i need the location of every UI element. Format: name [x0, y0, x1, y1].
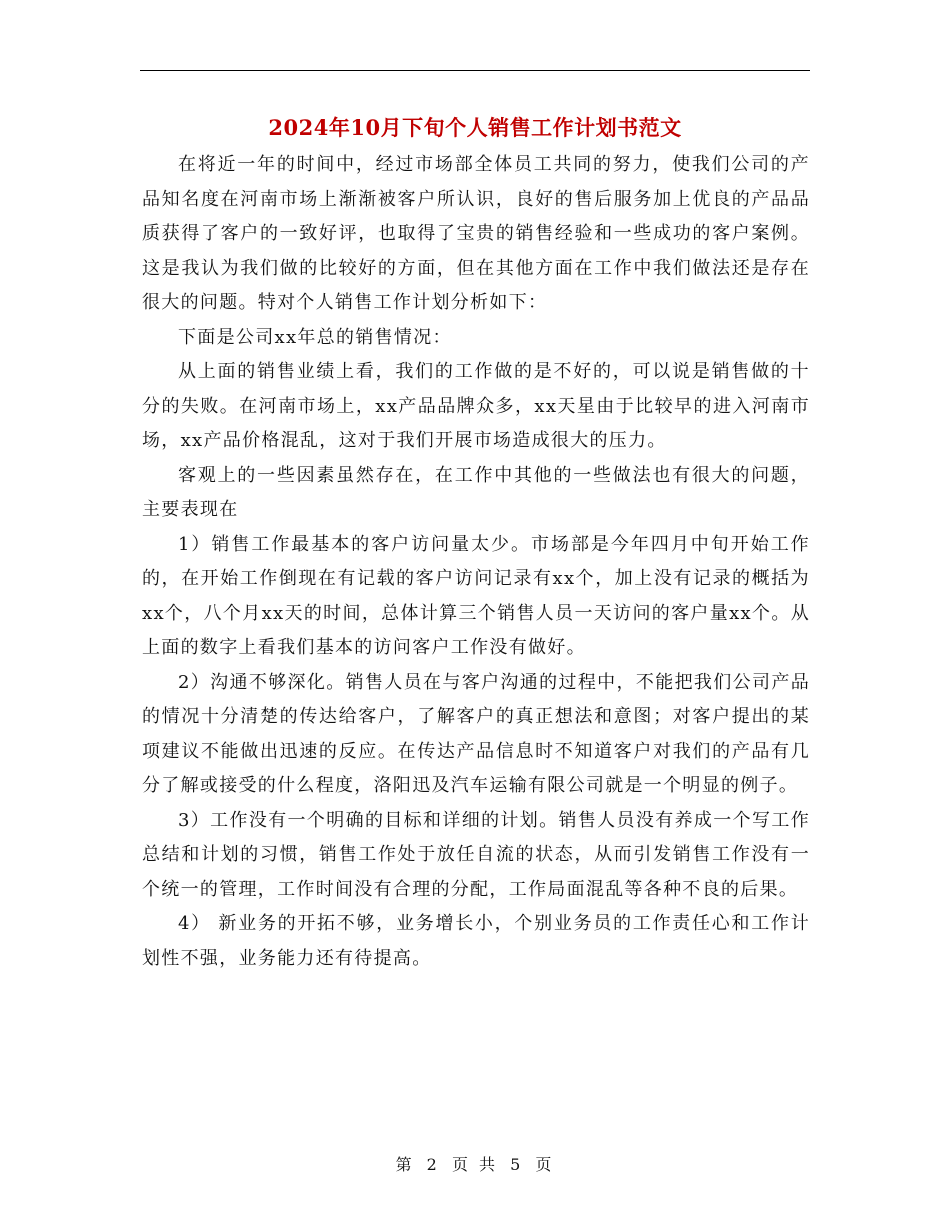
document-body: [142, 148, 810, 976]
footer-prefix: 第: [395, 1155, 415, 1174]
page-footer: [0, 1152, 950, 1175]
page-number-current: 2: [426, 1155, 440, 1174]
paragraph-intro: 在将近一年的时间中，经过市场部全体员工共同的努力，使我们公司的产品知名度在河南市场上渐渐被客户所认识，良好的售后服务加上优良的产品品质获得了客户的一致好评，也取得了宝贵的销售经验和一些成功的客户案例。这是我认为我们做的比较好的方面，但在其他方面在工作中我们做法还是存在很大的问题。特对个人销售工作计划分析如下：: [142, 154, 810, 313]
header-rule: [140, 70, 810, 71]
footer-suffix: 页: [535, 1155, 555, 1174]
paragraph-sales-summary: 下面是公司xx年总的销售情况：: [178, 326, 452, 348]
paragraph-point-3: 3）工作没有一个明确的目标和详细的计划。销售人员没有养成一个写工作总结和计划的习惯，销售工作处于放任自流的状态，从而引发销售工作没有一个统一的管理，工作时间没有合理的分配，工作局面混乱等各种不良的后果。: [142, 809, 810, 900]
paragraph-problems-intro: 客观上的一些因素虽然存在，在工作中其他的一些做法也有很大的问题，主要表现在: [142, 464, 810, 520]
paragraph-point-4: 4） 新业务的开拓不够，业务增长小，个别业务员的工作责任心和工作计划性不强，业务能力还有待提高。: [142, 913, 810, 969]
paragraph-point-1: 1）销售工作最基本的客户访问量太少。市场部是今年四月中旬开始工作的，在开始工作倒现在有记载的客户访问记录有xx个，加上没有记录的概括为xx个，八个月xx天的时间，总体计算三个销售人员一天访问的客户量xx个。从上面的数字上看我们基本的访问客户工作没有做好。: [142, 533, 810, 658]
document-title: 2024年10月下旬个人销售工作计划书范文: [268, 115, 682, 140]
footer-mid: 页 共: [451, 1155, 499, 1174]
page-number-total: 5: [510, 1155, 524, 1174]
paragraph-point-2: 2）沟通不够深化。销售人员在与客户沟通的过程中，不能把我们公司产品的情况十分清楚的传达给客户，了解客户的真正想法和意图；对客户提出的某项建议不能做出迅速的反应。在传达产品信息时不知道客户对我们的产品有几分了解或接受的什么程度，洛阳迅及汽车运输有限公司就是一个明显的例子。: [142, 671, 810, 796]
paragraph-performance: 从上面的销售业绩上看，我们的工作做的是不好的，可以说是销售做的十分的失败。在河南市场上，xx产品品牌众多，xx天星由于比较早的进入河南市场，xx产品价格混乱，这对于我们开展市场造成很大的压力。: [142, 361, 810, 451]
